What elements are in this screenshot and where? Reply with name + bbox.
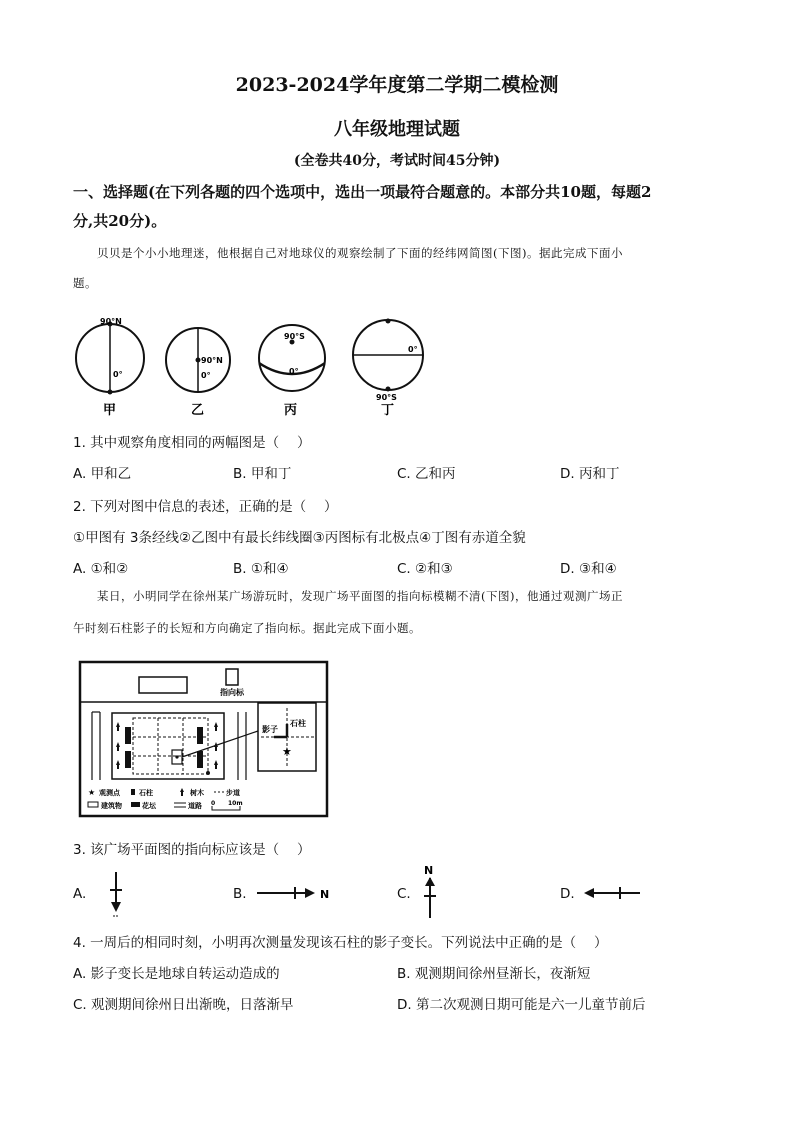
q2-option-a[interactable]: A. ①和② — [73, 561, 129, 577]
q1-option-c[interactable]: C. 乙和丙 — [397, 466, 456, 482]
q2-stem: 2. 下列对图中信息的表述，正确的是（ ） — [73, 499, 338, 515]
yi-center-label: 0° — [201, 371, 211, 380]
legend-pillar: 石柱 — [139, 789, 153, 797]
globe-label-bing: 丙 — [284, 403, 298, 418]
section-heading-line1: 一、选择题(在下列各题的四个选项中，选出一项最符合题意的。本部分共10题，每题2 — [73, 183, 652, 201]
q1-option-a[interactable]: A. 甲和乙 — [73, 466, 132, 482]
globe-figure — [70, 315, 440, 420]
ding-bottom-label: 90°S — [376, 393, 397, 402]
passage2-line1: 某日，小明同学在徐州某广场游玩时，发现广场平面图的指向标模糊不清(下图)，他通过观测广场正 — [97, 589, 623, 603]
q3-option-c-n-label: N — [424, 864, 434, 877]
legend-star-icon: ★ — [88, 788, 96, 797]
legend-building: 建筑物 — [101, 802, 122, 810]
q2-option-c[interactable]: C. ②和③ — [397, 561, 453, 577]
q4-stem: 4. 一周后的相同时刻，小明再次测量发现该石柱的影子变长。下列说法中正确的是（ ） — [73, 935, 608, 951]
legend-path: 步道 — [226, 789, 240, 797]
inset-shadow-label: 影子 — [262, 725, 278, 734]
q3-option-b-n-label: N — [320, 888, 330, 901]
ding-right-label: 0° — [408, 345, 418, 354]
globe-yi — [166, 328, 230, 418]
globe-label-yi: 乙 — [191, 403, 205, 418]
bing-top-label: 90°S — [284, 332, 305, 341]
q4-option-c[interactable]: C. 观测期间徐州日出渐晚，日落渐早 — [73, 997, 294, 1013]
compass-label: 指向标 — [220, 688, 244, 697]
globe-jia — [76, 317, 144, 418]
compass-box — [226, 669, 238, 685]
exam-subtitle: 八年级地理试题 — [334, 119, 460, 140]
q3-option-d-letter[interactable]: D. — [560, 886, 575, 902]
q2-option-b[interactable]: B. ①和④ — [233, 561, 289, 577]
legend-tree: 树木 — [190, 789, 204, 797]
q1-option-b[interactable]: B. 甲和丁 — [233, 466, 292, 482]
yi-right-label: 90°N — [201, 356, 223, 365]
observe-star-icon: ★ — [282, 745, 292, 758]
q3-option-a-letter[interactable]: A. — [73, 886, 87, 902]
jia-top-label: 90°N — [100, 317, 122, 326]
passage2-line2: 午时刻石柱影子的长短和方向确定了指向标。据此完成下面小题。 — [73, 621, 421, 635]
legend-flowerbed: 花坛 — [142, 802, 156, 810]
legend-road: 道路 — [188, 802, 202, 810]
q3-option-b-arrow-icon[interactable] — [255, 884, 335, 902]
q1-stem: 1. 其中观察角度相同的两幅图是（ ） — [73, 435, 311, 451]
inset-pillar-label: 石柱 — [290, 719, 306, 728]
legend-observe: 观测点 — [99, 789, 120, 797]
exam-title: 2023-2024学年度第二学期二模检测 — [235, 74, 559, 96]
q3-stem: 3. 该广场平面图的指向标应该是（ ） — [73, 842, 311, 858]
globe-label-ding: 丁 — [381, 403, 395, 418]
globe-ding — [353, 319, 423, 419]
q1-option-d[interactable]: D. 丙和丁 — [560, 466, 620, 482]
section-heading-line2: 分,共20分)。 — [73, 212, 167, 230]
q3-option-c-letter[interactable]: C. — [397, 886, 411, 902]
q3-option-b-letter[interactable]: B. — [233, 886, 247, 902]
passage1-line2: 题。 — [73, 276, 97, 290]
globe-bing — [259, 325, 325, 418]
q4-option-a[interactable]: A. 影子变长是地球自转运动造成的 — [73, 966, 280, 982]
globe-label-jia: 甲 — [103, 403, 117, 418]
q2-option-d[interactable]: D. ③和④ — [560, 561, 617, 577]
q2-statements: ①甲图有 3条经线②乙图中有最长纬线圈③丙图标有北极点④丁图有赤道全貌 — [73, 530, 526, 546]
legend-scale-end: 10m — [228, 800, 243, 807]
jia-center-label: 0° — [113, 370, 123, 379]
q3-option-a-arrow-icon[interactable] — [108, 870, 124, 918]
plaza-building — [139, 677, 187, 693]
q4-option-b[interactable]: B. 观测期间徐州昼渐长，夜渐短 — [397, 966, 591, 982]
q4-option-d[interactable]: D. 第二次观测日期可能是六一儿童节前后 — [397, 997, 646, 1013]
legend-scale-zero: 0 — [211, 800, 216, 807]
exam-note: (全卷共40分，考试时间45分钟) — [293, 153, 501, 169]
passage1-line1: 贝贝是个小小地理迷，他根据自己对地球仪的观察绘制了下面的经纬网简图(下图)。据此完成下面小 — [97, 246, 623, 260]
q3-option-d-arrow-icon[interactable] — [582, 884, 644, 902]
plaza-figure — [78, 660, 330, 820]
q3-option-c-arrow-icon[interactable] — [420, 862, 440, 920]
bing-center-label: 0° — [289, 367, 299, 376]
